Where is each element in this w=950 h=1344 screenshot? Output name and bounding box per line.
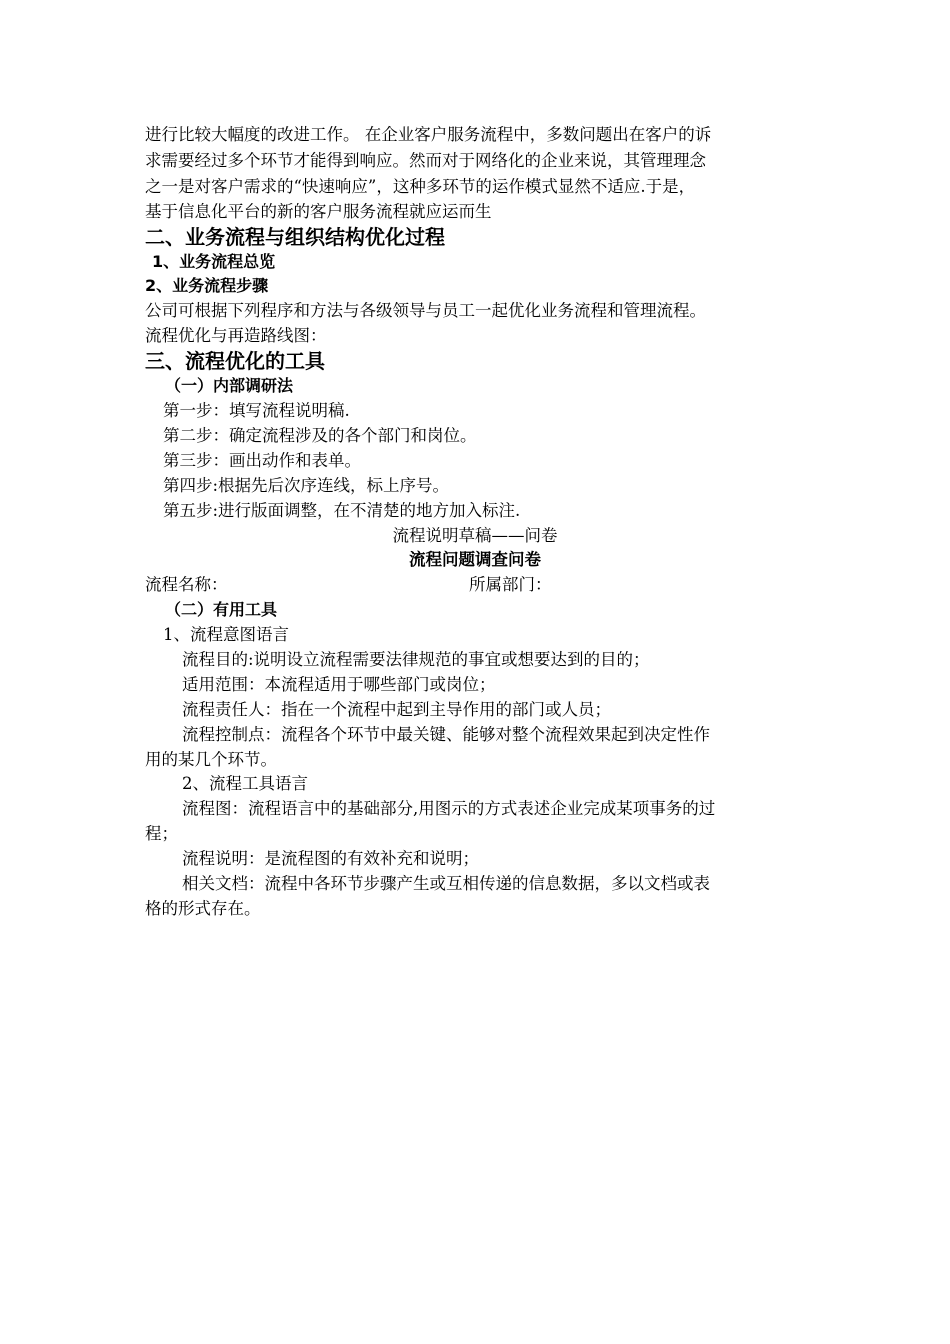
- item2-line-5: 格的形式存在。: [145, 899, 261, 918]
- item1-line-2: 适用范围：本流程适用于哪些部门或岗位；: [182, 675, 496, 694]
- survey-title: 流程问题调查问卷: [409, 550, 541, 569]
- item1-line-3: 流程责任人：指在一个流程中起到主导作用的部门或人员；: [182, 700, 611, 719]
- field-department: 所属部门：: [469, 575, 552, 594]
- part1-heading: （一）内部调研法: [165, 376, 294, 395]
- item2-title: 2、流程工具语言: [182, 774, 308, 793]
- part2-heading: （二）有用工具: [165, 600, 278, 619]
- item2-line-4: 相关文档：流程中各环节步骤产生或互相传递的信息数据，多以文档或表: [182, 874, 710, 893]
- step-1: 第一步：填写流程说明稿.: [163, 401, 350, 420]
- para1-line-1: 进行比较大幅度的改进工作。 在企业客户服务流程中，多数问题出在客户的诉: [145, 125, 712, 144]
- item2-line-2: 程；: [145, 824, 178, 843]
- step-5: 第五步:进行版面调整，在不清楚的地方加入标注.: [163, 501, 521, 520]
- section3-heading: 三、流程优化的工具: [145, 349, 325, 373]
- section2-sub2: 2、业务流程步骤: [145, 276, 269, 295]
- step-4: 第四步:根据先后次序连线，标上序号。: [163, 476, 450, 495]
- item1-line-1: 流程目的:说明设立流程需要法律规范的事宜或想要达到的目的；: [182, 650, 650, 669]
- item1-title: 1、流程意图语言: [163, 625, 289, 644]
- para1-line-2: 求需要经过多个环节才能得到响应。然而对于网络化的企业来说，其管理理念: [145, 151, 706, 170]
- item2-line-3: 流程说明：是流程图的有效补充和说明；: [182, 849, 479, 868]
- section2-heading: 二、业务流程与组织结构优化过程: [145, 225, 445, 249]
- step-2: 第二步：确定流程涉及的各个部门和岗位。: [163, 426, 477, 445]
- step-3: 第三步：画出动作和表单。: [163, 451, 361, 470]
- item1-line-4: 流程控制点：流程各个环节中最关键、能够对整个流程效果起到决定性作: [182, 725, 710, 744]
- item1-line-5: 用的某几个环节。: [145, 750, 277, 769]
- section2-sub1: 1、业务流程总览: [152, 252, 276, 271]
- item2-line-1: 流程图：流程语言中的基础部分,用图示的方式表述企业完成某项事务的过: [182, 799, 716, 818]
- section2-line-2: 流程优化与再造路线图：: [145, 326, 327, 345]
- para1-line-3: 之一是对客户需求的“快速响应”，这种多环节的运作模式显然不适应.于是，: [145, 177, 696, 196]
- draft-title: 流程说明草稿——问卷: [392, 526, 558, 545]
- section2-line-1: 公司可根据下列程序和方法与各级领导与员工一起优化业务流程和管理流程。: [145, 301, 706, 320]
- para1-line-4: 基于信息化平台的新的客户服务流程就应运而生: [145, 202, 492, 221]
- field-process-name: 流程名称：: [145, 575, 228, 594]
